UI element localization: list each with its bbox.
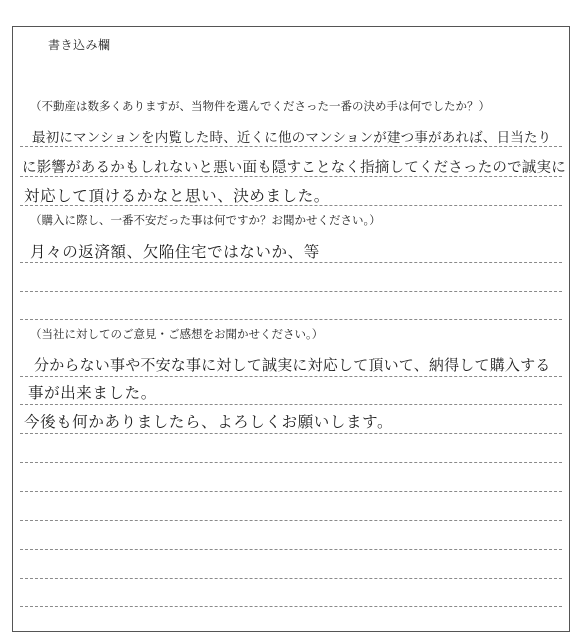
ruled-line bbox=[20, 606, 562, 607]
form-title: 書き込み欄 bbox=[48, 38, 111, 52]
ruled-line bbox=[20, 433, 562, 434]
ruled-line bbox=[20, 549, 562, 550]
answer-line: 分からない事や不安な事に対して誠実に対応して頂いて、納得して購入する bbox=[34, 356, 551, 374]
ruled-line bbox=[20, 462, 562, 463]
ruled-line bbox=[20, 291, 562, 292]
ruled-line bbox=[20, 404, 562, 405]
ruled-line bbox=[20, 578, 562, 579]
question-biggest-worry: （購入に際し、一番不安だった事は何ですか？お聞かせください。） bbox=[30, 213, 381, 227]
ruled-line bbox=[20, 262, 562, 263]
ruled-line bbox=[20, 376, 562, 377]
ruled-line bbox=[20, 491, 562, 492]
answer-line: 最初にマンションを内覧した時、近くに他のマンションが建つ事があれば、日当たり bbox=[32, 130, 552, 146]
ruled-line bbox=[20, 146, 562, 147]
ruled-line bbox=[20, 520, 562, 521]
ruled-line bbox=[20, 205, 562, 206]
answer-line: に影響があるかもしれないと悪い面も隠すことなく指摘してくださったので誠実に bbox=[22, 160, 566, 176]
answer-line: 月々の返済額、欠陥住宅ではないか、等 bbox=[30, 243, 320, 261]
answer-line: 今後も何かありましたら、よろしくお願いします。 bbox=[24, 413, 394, 431]
answer-line: 対応して頂けるかなと思い、決めました。 bbox=[24, 187, 330, 205]
ruled-line bbox=[20, 319, 562, 320]
question-feedback: （当社に対してのご意見・ご感想をお聞かせください。） bbox=[30, 327, 324, 341]
ruled-line bbox=[20, 176, 562, 177]
answer-line: 事が出来ました。 bbox=[28, 384, 157, 402]
question-deciding-factor: （不動産は数多くありますが、当物件を選んでくださった一番の決め手は何でしたか？） bbox=[30, 99, 490, 113]
